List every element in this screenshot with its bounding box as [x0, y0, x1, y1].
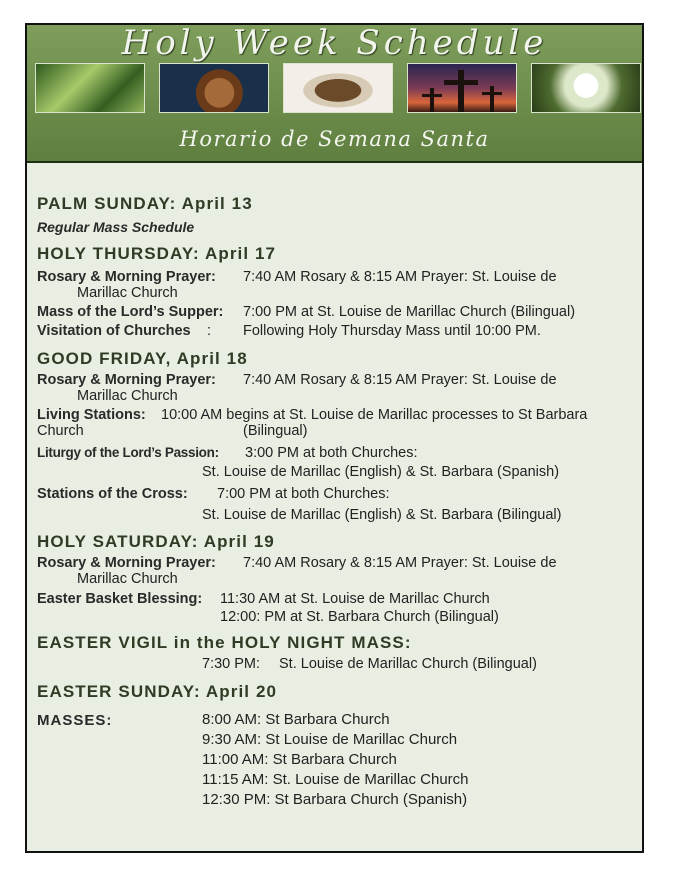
jar-photo [159, 63, 269, 113]
vigil-time: 7:30 PM: [202, 656, 261, 672]
crosses-photo [407, 63, 517, 113]
holy-thursday-heading: HOLY THURSDAY: April 17 [37, 244, 277, 263]
thursday-visitation-label: Visitation of Churches [37, 323, 191, 339]
friday-rosary-text-2: Marillac Church [77, 388, 178, 404]
friday-liturgy-text: 3:00 PM at both Churches: [245, 445, 418, 461]
thursday-visitation-colon: : [207, 323, 212, 339]
friday-rosary-text: 7:40 AM Rosary & 8:15 AM Prayer: St. Louise de [243, 372, 557, 388]
friday-living-text-2a: Church [37, 423, 84, 439]
friday-stations-label: Stations of the Cross: [37, 486, 188, 502]
thursday-rosary-text: 7:40 AM Rosary & 8:15 AM Prayer: St. Louise de [243, 269, 557, 285]
friday-stations-text: 7:00 PM at both Churches: [217, 486, 390, 502]
friday-liturgy-text-2: St. Louise de Marillac (English) & St. Barbara (Spanish) [202, 464, 560, 480]
easter-sunday-heading: EASTER SUNDAY: April 20 [37, 682, 278, 701]
friday-liturgy-label: Liturgy of the Lord’s Passion: [37, 445, 219, 460]
saturday-rosary-label: Rosary & Morning Prayer: [37, 555, 216, 571]
lily-photo [531, 63, 641, 113]
mass-item: 12:30 PM: St Barbara Church (Spanish) [202, 791, 468, 808]
thursday-visitation-text: Following Holy Thursday Mass until 10:00 PM. [243, 323, 541, 339]
mass-item: 8:00 AM: St Barbara Church [202, 711, 390, 728]
saturday-basket-text: 11:30 AM at St. Louise de Marillac Church [220, 591, 490, 607]
friday-living-text-2b: (Bilingual) [243, 423, 308, 439]
schedule-flyer [25, 23, 644, 853]
saturday-basket-label: Easter Basket Blessing: [37, 591, 203, 607]
palm-sunday-note: Regular Mass Schedule [37, 219, 195, 235]
good-friday-heading: GOOD FRIDAY, April 18 [37, 349, 248, 368]
thursday-rosary-text-2: Marillac Church [77, 285, 178, 301]
saturday-basket-text-2: 12:00: PM at St. Barbara Church (Bilingual) [220, 609, 499, 625]
palm-photo [35, 63, 145, 113]
saturday-rosary-text: 7:40 AM Rosary & 8:15 AM Prayer: St. Louise de [243, 555, 557, 571]
mass-item: 11:00 AM: St Barbara Church [202, 751, 397, 768]
thursday-supper-text: 7:00 PM at St. Louise de Marillac Church (Bilingual) [243, 304, 576, 320]
holy-saturday-heading: HOLY SATURDAY: April 19 [37, 532, 275, 551]
masses-label: MASSES: [37, 712, 113, 729]
friday-living-label: Living Stations: [37, 407, 146, 423]
friday-stations-text-2: St. Louise de Marillac (English) & St. Barbara (Bilingual) [202, 507, 562, 523]
banner [27, 25, 642, 163]
saturday-rosary-text-2: Marillac Church [77, 571, 178, 587]
crown-of-thorns-photo [283, 63, 393, 113]
mass-item: 11:15 AM: St. Louise de Marillac Church [202, 771, 469, 788]
easter-vigil-heading: EASTER VIGIL in the HOLY NIGHT MASS: [37, 633, 412, 652]
friday-living-text: 10:00 AM begins at St. Louise de Marillac processes to St Barbara [161, 407, 588, 423]
mass-item: 9:30 AM: St Louise de Marillac Church [202, 731, 458, 748]
banner-subtitle: Horario de Semana Santa [179, 127, 490, 151]
photo-strip [35, 63, 637, 113]
banner-title: Holy Week Schedule [121, 23, 548, 63]
vigil-text: St. Louise de Marillac Church (Bilingual) [279, 656, 537, 672]
thursday-rosary-label: Rosary & Morning Prayer: [37, 269, 216, 285]
palm-sunday-heading: PALM SUNDAY: April 13 [37, 194, 253, 213]
friday-rosary-label: Rosary & Morning Prayer: [37, 372, 216, 388]
thursday-supper-label: Mass of the Lord’s Supper: [37, 304, 224, 320]
